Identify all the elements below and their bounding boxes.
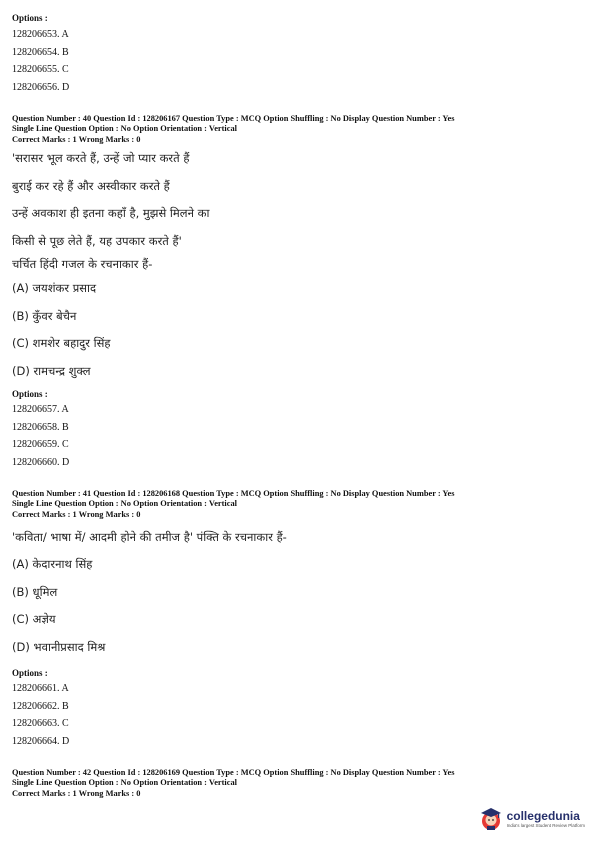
collegedunia-logo bbox=[478, 806, 585, 832]
option-id: 128206655. C bbox=[12, 64, 69, 76]
logo-text bbox=[507, 810, 585, 829]
graduate-mascot-icon bbox=[478, 806, 504, 832]
choice-c: (C) शमशेर बहादुर सिंह bbox=[12, 336, 111, 350]
question-meta: Single Line Question Option : No Option Orientation : Vertical bbox=[12, 778, 237, 787]
question-41-text bbox=[12, 524, 287, 552]
option-id: 128206660. D bbox=[12, 456, 70, 468]
question-40 bbox=[12, 114, 455, 145]
question-meta: Question Number : 41 Question Id : 128206168 Question Type : MCQ Option Shuffling : No Display Question Number : Yes bbox=[12, 489, 455, 498]
question-marks: Correct Marks : 1 Wrong Marks : 0 bbox=[12, 510, 141, 519]
question-meta: Question Number : 42 Question Id : 128206169 Question Type : MCQ Option Shuffling : No Display Question Number : Yes bbox=[12, 768, 455, 777]
option-id: 128206658. B bbox=[12, 421, 69, 433]
question-line: किसी से पूछ लेते हैं, यह उपकार करते हैं' bbox=[12, 233, 182, 248]
options-list bbox=[12, 680, 69, 750]
brand-name: collegedunia bbox=[506, 808, 580, 823]
choice-d: (D) भवानीप्रसाद मिश्र bbox=[12, 639, 106, 654]
question-40-choices bbox=[12, 275, 111, 385]
option-id: 128206654. B bbox=[12, 46, 69, 58]
choice-d: (D) रामचन्द्र शुक्ल bbox=[12, 363, 91, 378]
question-line: चर्चित हिंदी गजल के रचनाकार हैं- bbox=[12, 257, 153, 271]
choice-b: (B) कुँवर बेचैन bbox=[12, 308, 77, 323]
option-id: 128206656. D bbox=[12, 81, 70, 93]
options-label: Options : bbox=[12, 389, 48, 399]
option-id: 128206657. A bbox=[12, 404, 69, 415]
choice-a: (A) केदारनाथ सिंह bbox=[12, 557, 93, 571]
option-id: 128206664. D bbox=[12, 735, 70, 747]
options-block-q41 bbox=[12, 668, 69, 750]
question-meta: Single Line Question Option : No Option Orientation : Vertical bbox=[12, 124, 237, 133]
question-line: बुराई कर रहे हैं और अस्वीकार करते हैं bbox=[12, 178, 170, 193]
options-list bbox=[12, 26, 69, 96]
options-label: Options : bbox=[12, 13, 48, 23]
question-line: 'सरासर भूल करते हैं, उन्हें जो प्यार करते हैं bbox=[12, 151, 190, 165]
question-marks: Correct Marks : 1 Wrong Marks : 0 bbox=[12, 135, 141, 144]
option-id: 128206653. A bbox=[12, 29, 69, 40]
question-meta: Question Number : 40 Question Id : 128206167 Question Type : MCQ Option Shuffling : No Display Question Number : Yes bbox=[12, 114, 455, 123]
question-41-choices bbox=[12, 551, 105, 661]
question-42 bbox=[12, 768, 455, 799]
question-line: उन्हें अवकाश ही इतना कहाँ है, मुझसे मिलने का bbox=[12, 206, 210, 220]
question-40-text bbox=[12, 145, 209, 279]
question-41 bbox=[12, 489, 455, 520]
question-marks: Correct Marks : 1 Wrong Marks : 0 bbox=[12, 789, 141, 798]
choice-c: (C) अज्ञेय bbox=[12, 612, 56, 626]
options-label: Options : bbox=[12, 668, 48, 678]
question-line: 'कविता/ भाषा में/ आदमी होने की तमीज है' पंक्ति के रचनाकार हैं- bbox=[12, 530, 287, 544]
choice-b: (B) धूमिल bbox=[12, 584, 58, 599]
options-block-q39 bbox=[12, 13, 69, 96]
question-meta: Single Line Question Option : No Option Orientation : Vertical bbox=[12, 499, 237, 508]
options-block-q40 bbox=[12, 389, 69, 471]
choice-a: (A) जयशंकर प्रसाद bbox=[12, 281, 97, 295]
option-id: 128206662. B bbox=[12, 700, 69, 712]
options-list bbox=[12, 401, 69, 471]
option-id: 128206663. C bbox=[12, 718, 69, 730]
option-id: 128206659. C bbox=[12, 439, 69, 451]
option-id: 128206661. A bbox=[12, 683, 69, 694]
brand-tagline: India's largest Student Review Platform bbox=[506, 822, 585, 828]
